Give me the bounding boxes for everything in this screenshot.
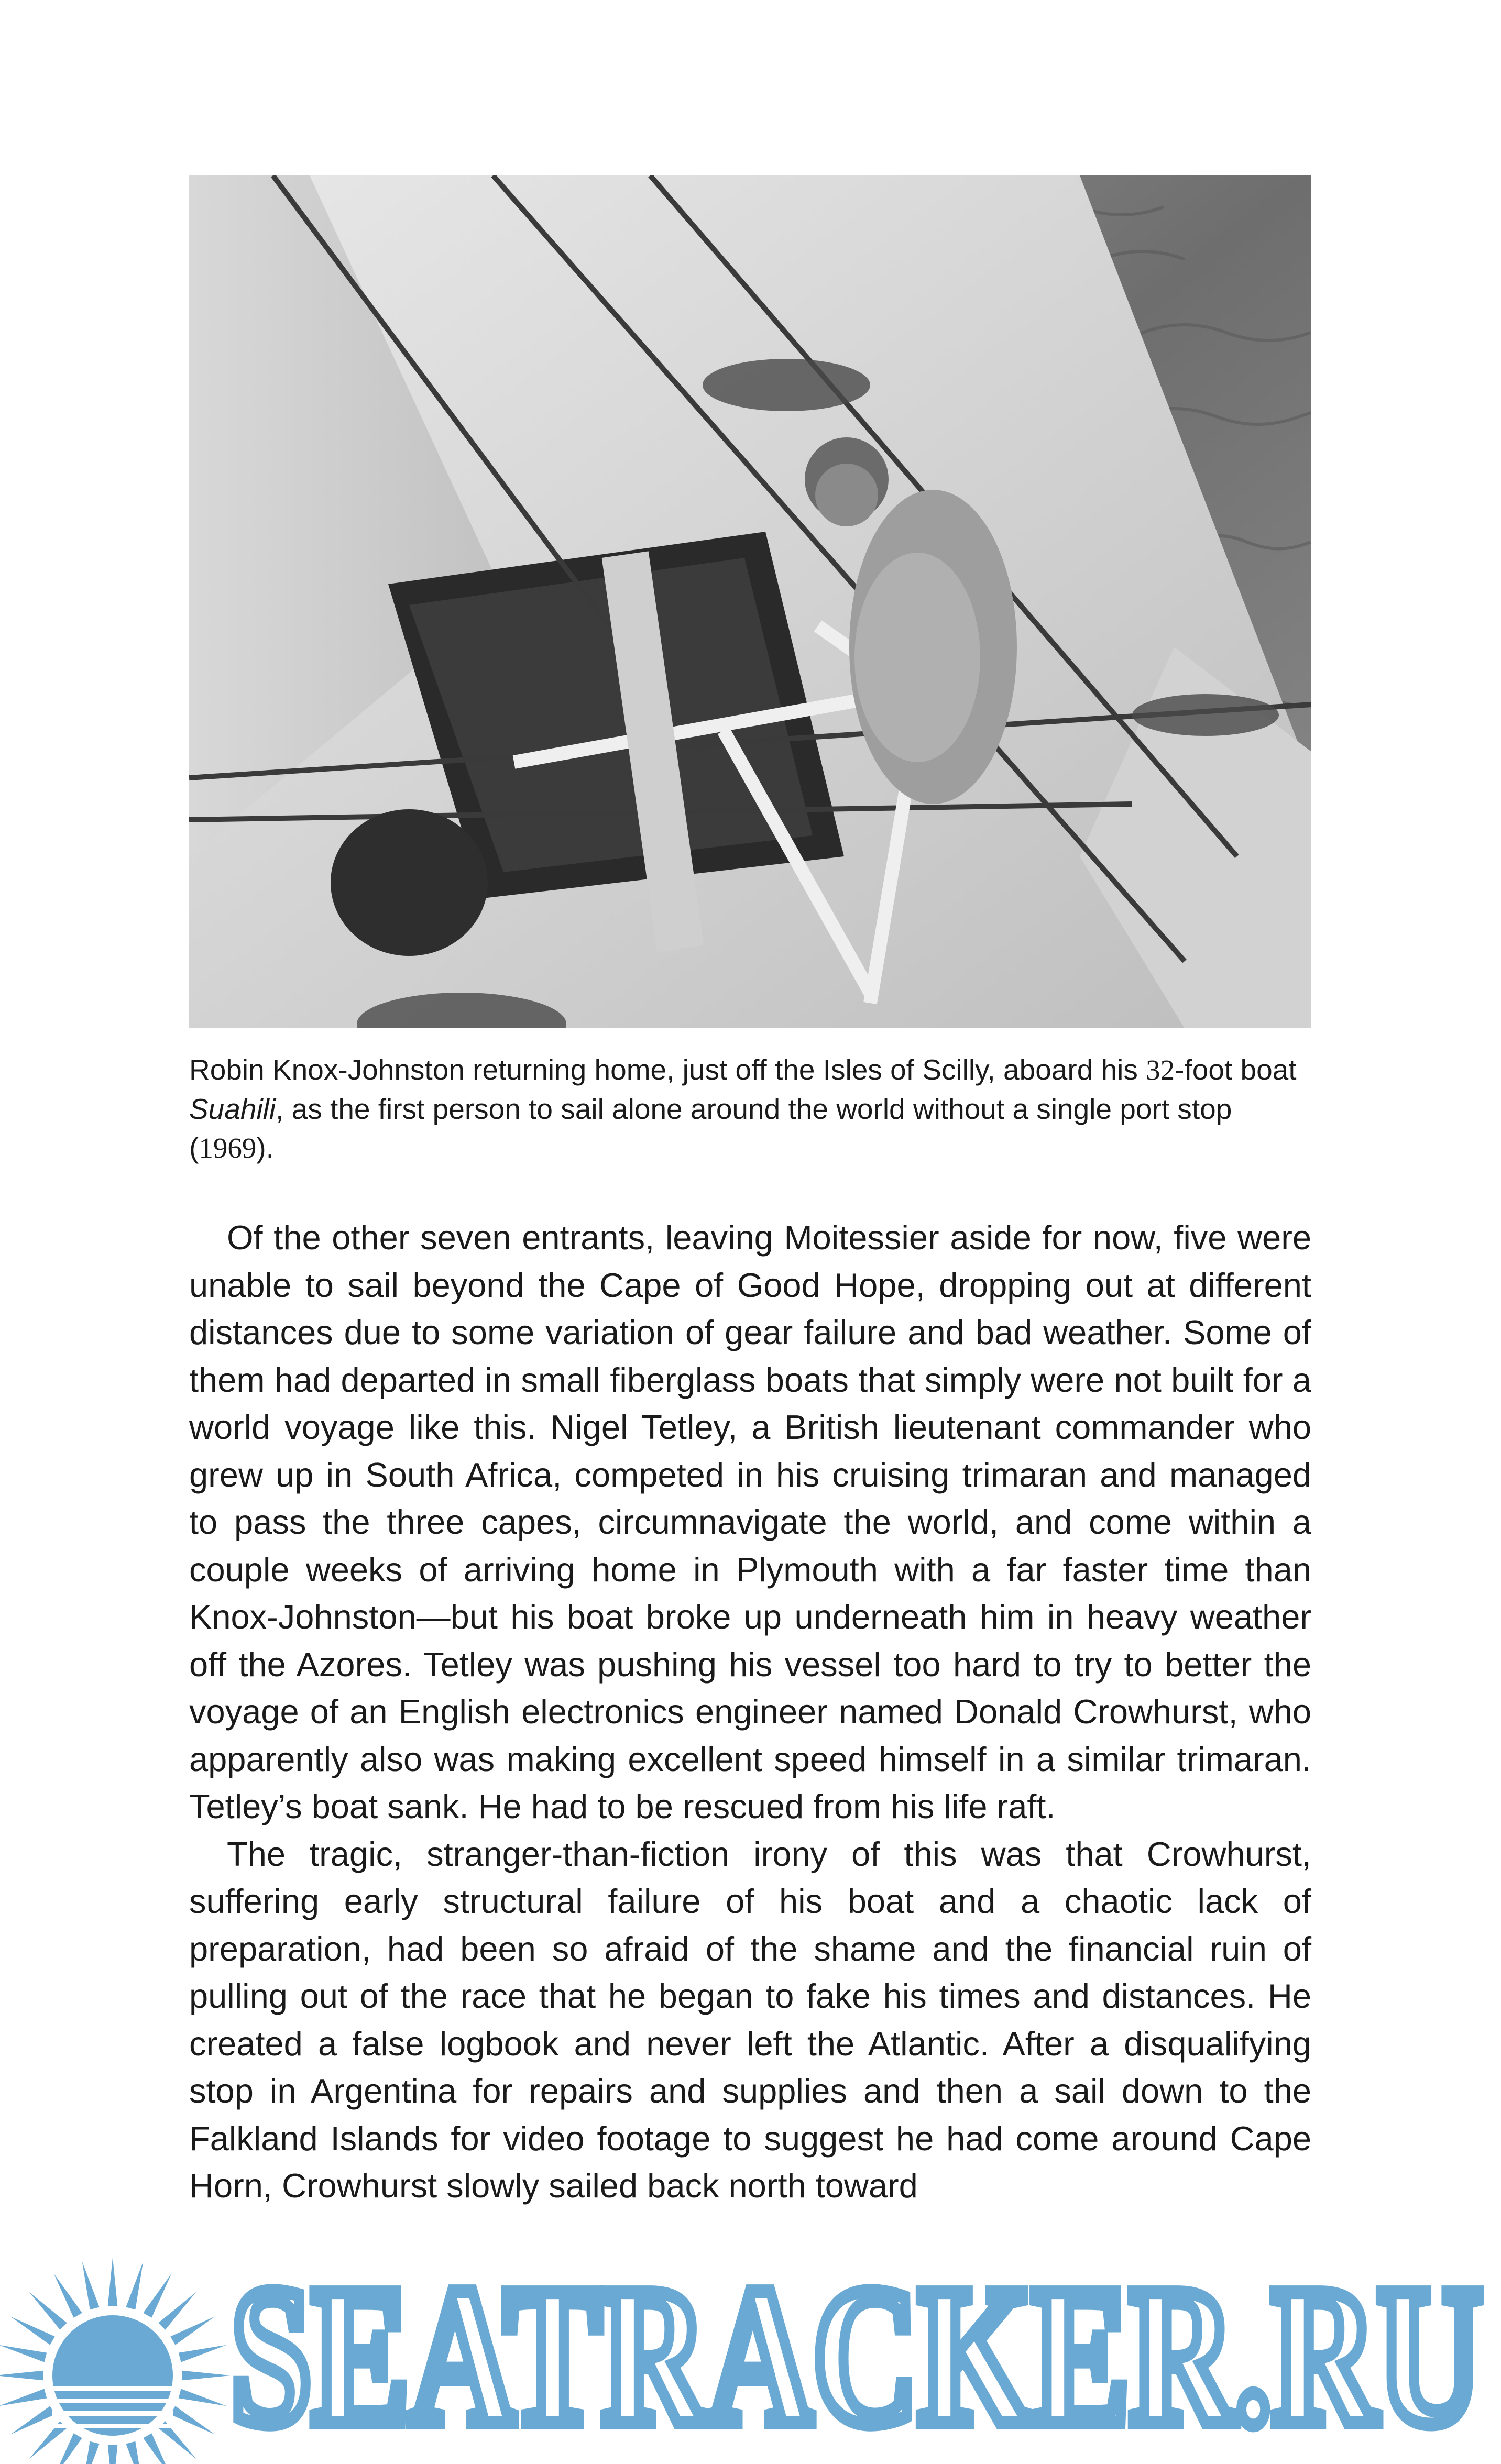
sun-ray (126, 2262, 143, 2310)
sun-ray (82, 2262, 100, 2310)
caption-text-mid: -foot boat (1175, 1053, 1297, 1086)
sun-ray (170, 2317, 215, 2345)
sun-ray (126, 2441, 143, 2464)
sun-ray (29, 2421, 67, 2459)
sun-ray (29, 2292, 67, 2330)
sun-ray (54, 2433, 82, 2464)
sun-ray (108, 2445, 118, 2464)
sun-disc (52, 2315, 173, 2436)
sun-ray (0, 2345, 47, 2362)
sun-ray (54, 2273, 82, 2318)
watermark-text: SEATRACKER.RU (231, 2246, 1483, 2464)
caption-boat-name: Suahili (189, 1093, 276, 1125)
sun-ray (179, 2389, 227, 2406)
sun-ray (0, 2389, 47, 2406)
sailor-photo-illustration (189, 175, 1311, 1028)
caption-text-tail: , as the first person to sail alone around the world without a single port stop ( (189, 1093, 1232, 1164)
caption-text-lead: Robin Knox-Johnston returning home, just off the Isles of Scilly, aboard his (189, 1053, 1146, 1086)
sun-rays-icon (0, 2258, 231, 2464)
watermark (0, 2203, 1501, 2464)
sun-ray (10, 2406, 55, 2434)
sun-ray (0, 2371, 43, 2381)
sun-ray (158, 2421, 196, 2459)
sun-ray (170, 2406, 215, 2434)
sun-ray (108, 2258, 118, 2306)
sun-ray (143, 2273, 171, 2318)
watermark-graphic (0, 2203, 1501, 2464)
caption-text-end: ). (256, 1131, 274, 1164)
caption-boat-length: 32 (1146, 1054, 1175, 1086)
caption-year: 1969 (199, 1132, 257, 1164)
photo-caption (189, 1050, 1311, 1168)
sun-ray (10, 2317, 55, 2345)
paragraph: Of the other seven entrants, leaving Moitessier aside for now, five were unable to sail beyond the Cape of Good Hope, dropping out at different distances due to some variation of gear failure and bad weather. Some of them had departed in small fiberglass boats that simply were not built for a world voyage like this. Nigel Tetley, a British lieutenant commander who grew up in South Africa, competed in his cruising trimaran and managed to pass the three capes, circumnavigate the world, and come within a couple weeks of arriving home in Plymouth with a far faster time than Knox-Johnston—but his boat broke up underneath him in heavy weather off the Azores. Tetley was pushing his vessel too hard to try to better the voyage of an English electronics engineer named Donald Crowhurst, who apparently also was making excellent speed himself in a similar trimaran. Tetley’s boat sank. He had to be rescued from his life raft. (189, 1218, 1311, 1825)
sun-stripe (52, 2424, 173, 2428)
sun-ray (179, 2345, 227, 2362)
sun-stripe (52, 2386, 173, 2391)
sun-ray (82, 2441, 100, 2464)
body-text (189, 1214, 1311, 2210)
sun-stripe (52, 2411, 173, 2416)
sun-ray (182, 2371, 231, 2381)
paragraph: The tragic, stranger-than-fiction irony of this was that Crowhurst, suffering early structural failure of his boat and a chaotic lack of preparation, had been so afraid of the shame and the financial ruin of pulling out of the race that he began to fake his times and distances. He created a false logbook and never left the Atlantic. After a disqualifying stop in Argentina for repairs and supplies and then a sail down to the Falkland Islands for video footage to suggest he had come around Cape Horn, Crowhurst slowly sailed back north toward (189, 1834, 1311, 2205)
sun-stripe (52, 2399, 173, 2403)
sun-ray (158, 2292, 196, 2330)
sun-ray (143, 2433, 171, 2464)
sailor-photo (189, 175, 1311, 1028)
